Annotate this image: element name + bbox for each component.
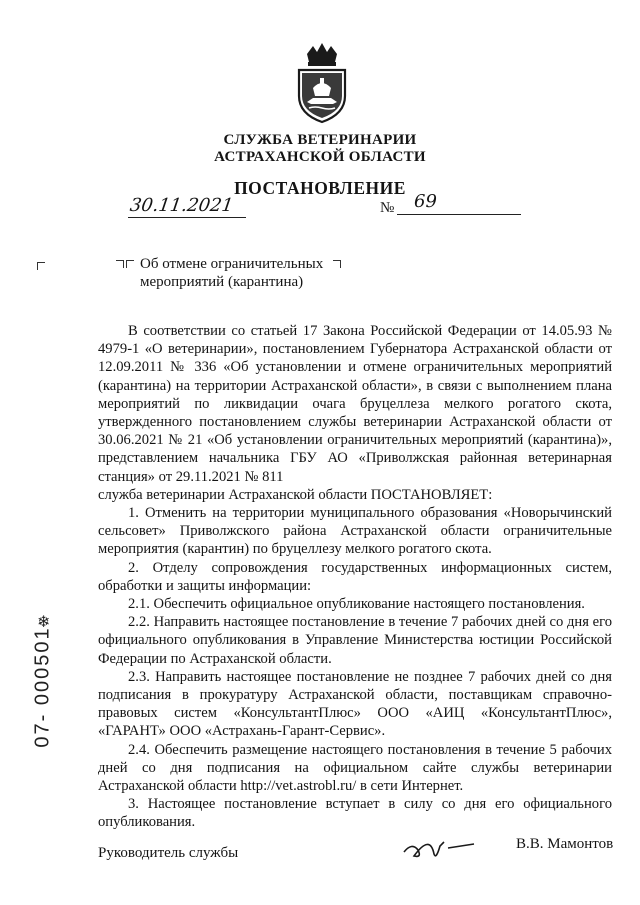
signatory-role: Руководитель службы	[98, 845, 239, 861]
item-paragraph: 3. Настоящее постановление вступает в силу со дня его официального опубликования.	[98, 796, 612, 831]
margin-registration-stamp	[26, 602, 60, 772]
org-name-line1: СЛУЖБА ВЕТЕРИНАРИИ	[223, 132, 417, 148]
stamp-number: 07- 000501	[31, 626, 54, 748]
item-paragraph: 2.2. Направить настоящее постановление в течение 7 рабочих дней со дня его официального опубликования в Управление Министерства юстиции Российской Федерации по Астраханской области.	[98, 614, 612, 667]
resolves-paragraph: служба ветеринарии Астраханской области ПОСТАНОВЛЯЕТ:	[98, 486, 493, 503]
handwritten-date: 30.11.2021	[128, 195, 235, 216]
subject-line2: мероприятий (карантина)	[140, 274, 304, 290]
signatory-name: В.В. Мамонтов	[516, 836, 614, 852]
number-underline	[397, 214, 521, 215]
item-paragraph: 1. Отменить на территории муниципального образования «Новорычинский сельсовет» Приволжского района Астраханской области ограничительные мероприятия (карантин) по бруцеллезу мелкого рогатого скота.	[98, 505, 612, 558]
org-name-line2: АСТРАХАНСКОЙ ОБЛАСТИ	[214, 149, 426, 165]
document-type-title: ПОСТАНОВЛЕНИЕ	[234, 178, 406, 198]
item-paragraph: 2.3. Направить настоящее постановление не позднее 7 рабочих дней со дня подписания в прокуратуру Астраханской области, поставщикам справочно-правовых систем «КонсультантПлюс» ООО «АИЦ «КонсультантПлюс», «ГАРАНТ» ООО «Астрахань-Гарант-Сервис».	[98, 668, 612, 740]
document-body	[98, 322, 612, 832]
preamble-paragraph: В соответствии со статьей 17 Закона Российской Федерации от 14.05.93 № 4979-1 «О ветеринарии», постановлением Губернатора Астраханской области от 12.09.2011 № 336 «Об установлении и отмене ограничительных мероприятий (карантина) на территории Астраханской области», в связи с выполнением плана мероприятий по ликвидации очага бруцеллеза мелкого рогатого скота, утвержденного постановлением службы ветеринарии Астраханской области от 30.06.2021 № 21 «Об установлении ограничительных мероприятий (карантина)», представлением начальника ГБУ АО «Приволжская районная ветеринарная станция» от 29.11.2021 № 811	[98, 323, 612, 485]
subject-line1: Об отмене ограничительных	[140, 256, 324, 272]
handwritten-number: 69	[414, 191, 437, 212]
handwritten-signature-icon	[400, 832, 480, 864]
asterisk-ornament-icon: ❄	[37, 612, 51, 631]
item-paragraph: 2.4. Обеспечить размещение настоящего постановления в течение 5 рабочих дней со дня подписания на официальном сайте службы ветеринарии Астраханской области http://vet.astrobl.ru/ в сети Интернет.	[98, 741, 612, 795]
item-paragraph: 2. Отделу сопровождения государственных информационных систем, обработки и защиты информации:	[98, 559, 612, 594]
margin-corner-mark	[37, 262, 45, 270]
subject-bracket-mark	[333, 260, 341, 268]
subject-bracket-mark	[116, 260, 124, 268]
subject-bracket-mark	[126, 260, 134, 268]
coat-of-arms-icon	[293, 40, 351, 124]
date-underline	[128, 217, 246, 218]
item-paragraph: 2.1. Обеспечить официальное опубликование настоящего постановления.	[128, 596, 585, 613]
number-label: №	[380, 200, 395, 216]
